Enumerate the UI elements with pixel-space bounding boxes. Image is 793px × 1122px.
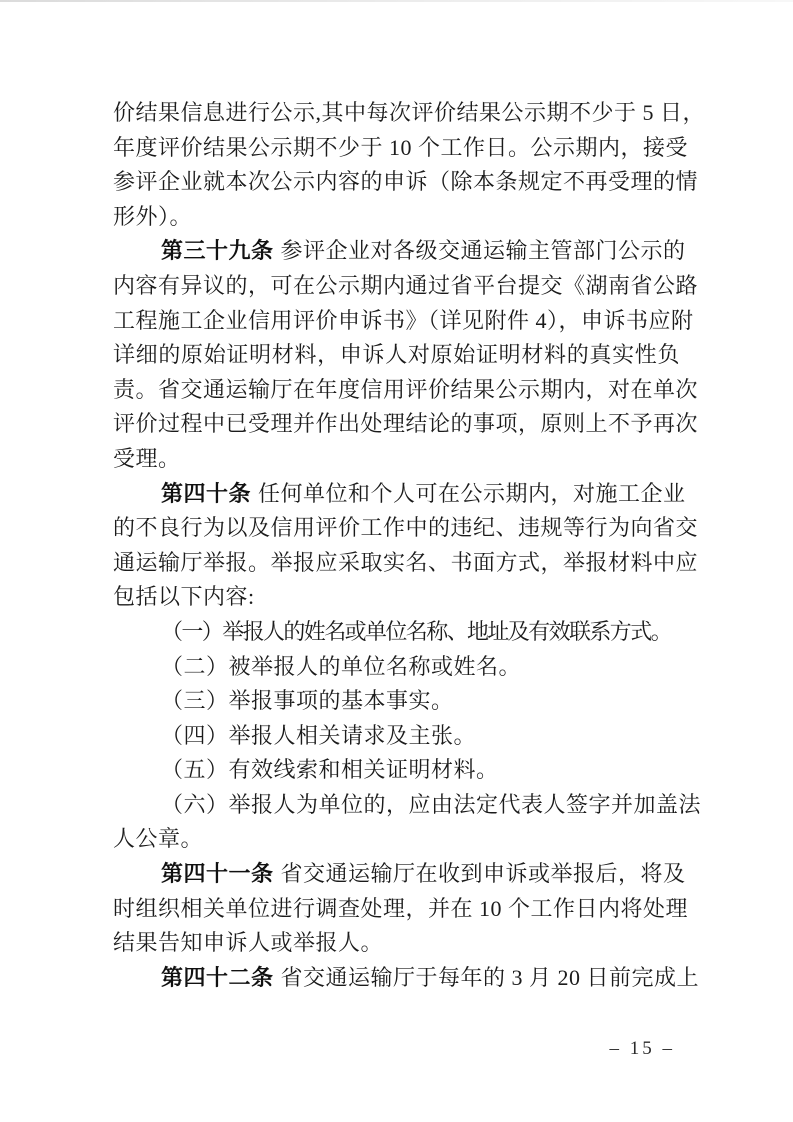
report-item-1: （一）举报人的姓名或单位名称、地址及有效联系方式。 bbox=[161, 618, 672, 644]
text-line: 详细的原始证明材料，申诉人对原始证明材料的真实性负 bbox=[113, 342, 680, 368]
text-line: 年度评价结果公示期不少于 10 个工作日。公示期内，接受 bbox=[113, 134, 689, 160]
report-item-4: （四）举报人相关请求及主张。 bbox=[161, 722, 477, 748]
article-40-number: 第四十条 bbox=[161, 480, 252, 506]
article-39-number: 第三十九条 bbox=[161, 238, 274, 264]
text-line: 参评企业就本次公示内容的申诉（除本条规定不再受理的情 bbox=[113, 169, 699, 195]
text-line: 评价过程中已受理并作出处理结论的事项，原则上不予再次 bbox=[113, 411, 699, 437]
text-line: 结果告知申诉人或举报人。 bbox=[113, 930, 384, 956]
report-item-6: （六）举报人为单位的，应由法定代表人签字并加盖法 bbox=[161, 791, 702, 817]
article-41-heading-line bbox=[113, 857, 686, 892]
article-42-number: 第四十二条 bbox=[161, 964, 274, 990]
article-40-heading-line bbox=[113, 477, 686, 512]
article-39-heading-line bbox=[113, 234, 686, 269]
report-item-3: （三）举报事项的基本事实。 bbox=[161, 688, 454, 714]
line-text: 省交通运输厅于每年的 3 月 20 日前完成上 bbox=[280, 964, 700, 990]
report-item-2: （二）被举报人的单位名称或姓名。 bbox=[161, 653, 522, 679]
text-line: 价结果信息进行公示,其中每次评价结果公示期不少于 5 日， bbox=[113, 100, 706, 125]
text-line: 通运输厅举报。举报应采取实名、书面方式，举报材料中应 bbox=[113, 549, 699, 575]
article-42-heading-line bbox=[113, 961, 700, 996]
document-body bbox=[113, 96, 706, 995]
line-text: 参评企业对各级交通运输主管部门公示的 bbox=[280, 238, 686, 264]
text-line: 内容有异议的，可在公示期内通过省平台提交《湖南省公路 bbox=[113, 272, 699, 298]
text-line: 形外）。 bbox=[113, 203, 193, 229]
text-line: 责。省交通运输厅在年度信用评价结果公示期内，对在单次 bbox=[113, 376, 699, 402]
text-line: 工程施工企业信用评价申诉书》（详见附件 4），申诉书应附 bbox=[113, 307, 694, 333]
text-line: 受理。 bbox=[113, 445, 181, 471]
line-text: 任何单位和个人可在公示期内，对施工企业 bbox=[258, 480, 686, 506]
article-41-number: 第四十一条 bbox=[161, 861, 274, 887]
text-line: 包括以下内容: bbox=[113, 584, 255, 610]
line-text: 省交通运输厅在收到申诉或举报后，将及 bbox=[280, 861, 686, 887]
text-line: 人公章。 bbox=[113, 826, 204, 852]
text-line: 的不良行为以及信用评价工作中的违纪、违规等行为向省交 bbox=[113, 515, 699, 541]
scan-edge-shadow bbox=[0, 0, 793, 2]
page-number: – 15 – bbox=[609, 1038, 675, 1059]
report-item-5: （五）有效线索和相关证明材料。 bbox=[161, 757, 499, 783]
text-line: 时组织相关单位进行调查处理，并在 10 个工作日内将处理 bbox=[113, 895, 689, 921]
